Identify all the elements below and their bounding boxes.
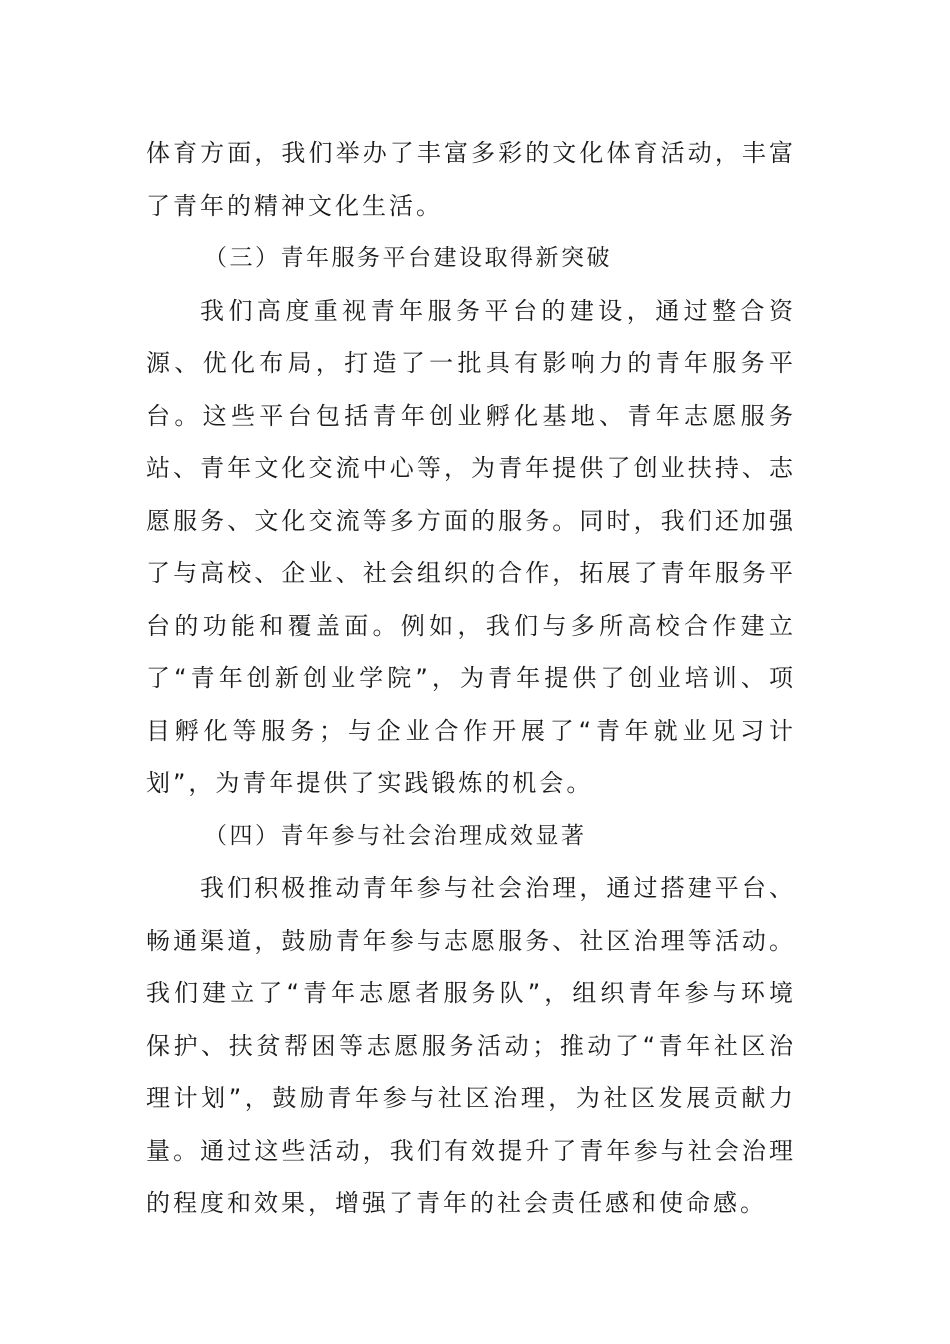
document-body — [146, 127, 796, 1230]
paragraph-service-platform: 我们高度重视青年服务平台的建设，通过整合资源、优化布局，打造了一批具有影响力的青年服务平台。这些平台包括青年创业孵化基地、青年志愿服务站、青年文化交流中心等，为青年提供了创业扶持、志愿服务、文化交流等多方面的服务。同时，我们还加强了与高校、企业、社会组织的合作，拓展了青年服务平台的功能和覆盖面。例如，我们与多所高校合作建立了“青年创新创业学院”，为青年提供了创业培训、项目孵化等服务；与企业合作开展了“青年就业见习计划”，为青年提供了实践锻炼的机会。 — [146, 296, 796, 797]
paragraph-culture-sports: 体育方面，我们举办了丰富多彩的文化体育活动，丰富了青年的精神文化生活。 — [146, 139, 796, 220]
paragraph-social-governance: 我们积极推动青年参与社会治理，通过搭建平台、畅通渠道，鼓励青年参与志愿服务、社区治理等活动。我们建立了“青年志愿者服务队”，组织青年参与环境保护、扶贫帮困等志愿服务活动；推动了“青年社区治理计划”，鼓励青年参与社区治理，为社区发展贡献力量。通过这些活动，我们有效提升了青年参与社会治理的程度和效果，增强了青年的社会责任感和使命感。 — [146, 874, 796, 1217]
section-heading-social-governance: （四）青年参与社会治理成效显著 — [204, 822, 587, 849]
section-heading-service-platform: （三）青年服务平台建设取得新突破 — [204, 245, 612, 271]
